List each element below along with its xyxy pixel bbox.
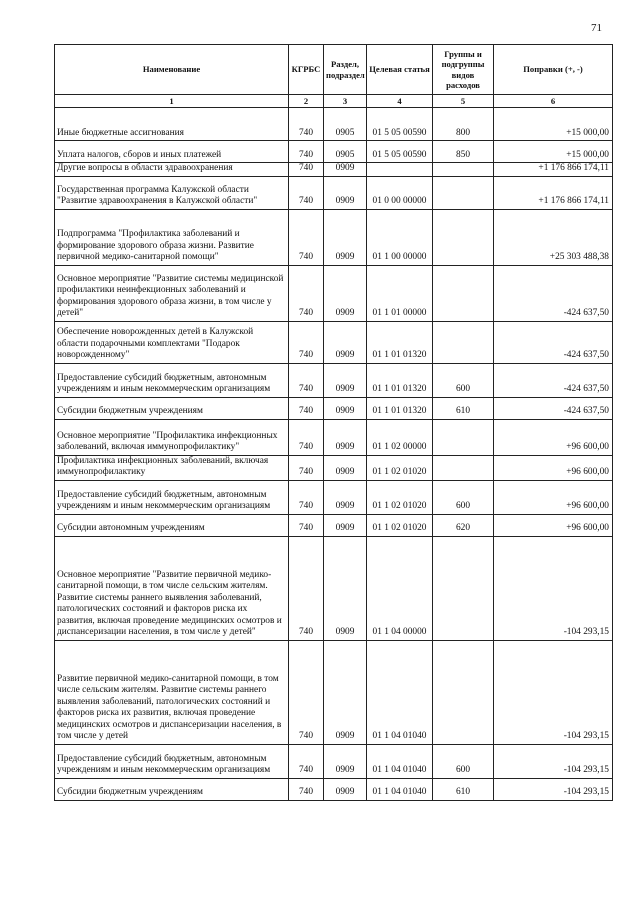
row-amendment-amount: -424 637,50 [494, 321, 613, 363]
table-row [55, 778, 613, 800]
row-amendment-amount: +96 600,00 [494, 514, 613, 536]
table-row [55, 455, 613, 480]
row-name: Профилактика инфекционных заболеваний, включая иммунопрофилактику [55, 455, 289, 480]
table-row [55, 744, 613, 778]
row-name: Обеспечение новорожденных детей в Калужской области подарочными комплектами "Подарок новорожденному" [55, 321, 289, 363]
table-row [55, 108, 613, 141]
row-expense-group [433, 640, 494, 744]
row-expense-group [433, 163, 494, 177]
column-number-row [55, 95, 613, 108]
row-section: 0909 [324, 455, 367, 480]
row-expense-group: 800 [433, 108, 494, 141]
table-row [55, 480, 613, 514]
row-name: Субсидии бюджетным учреждениям [55, 397, 289, 419]
row-expense-group [433, 176, 494, 209]
row-target-article [367, 163, 433, 177]
row-amendment-amount: +15 000,00 [494, 108, 613, 141]
header-row [55, 45, 613, 95]
row-name: Иные бюджетные ассигнования [55, 108, 289, 141]
row-target-article: 01 1 02 01020 [367, 514, 433, 536]
row-name: Развитие первичной медико-санитарной помощи, в том числе сельским жителям. Развитие системы раннего выявления заболеваний, патологических состояний и факторов риска их развития, включая проведение медицинских осмотров и диспансеризации населения, в том числе у детей [55, 640, 289, 744]
row-kgrbs: 740 [289, 163, 324, 177]
row-expense-group [433, 321, 494, 363]
row-expense-group [433, 455, 494, 480]
row-name: Субсидии бюджетным учреждениям [55, 778, 289, 800]
row-target-article: 01 1 04 00000 [367, 536, 433, 640]
row-kgrbs: 740 [289, 455, 324, 480]
row-amendment-amount: -104 293,15 [494, 778, 613, 800]
row-name: Государственная программа Калужской области "Развитие здравоохранения в Калужской области" [55, 176, 289, 209]
row-kgrbs: 740 [289, 744, 324, 778]
header-section: Раздел, подраздел [324, 45, 367, 95]
table-row [55, 176, 613, 209]
column-number: 1 [55, 95, 289, 108]
row-amendment-amount: +15 000,00 [494, 141, 613, 163]
row-section: 0909 [324, 209, 367, 265]
row-target-article: 01 1 02 00000 [367, 419, 433, 455]
row-expense-group: 850 [433, 141, 494, 163]
header-kgrbs: КГРБС [289, 45, 324, 95]
row-section: 0909 [324, 536, 367, 640]
row-kgrbs: 740 [289, 141, 324, 163]
row-kgrbs: 740 [289, 397, 324, 419]
row-section: 0909 [324, 321, 367, 363]
row-target-article: 01 5 05 00590 [367, 141, 433, 163]
budget-table [54, 44, 613, 801]
column-number: 3 [324, 95, 367, 108]
row-amendment-amount: +96 600,00 [494, 419, 613, 455]
row-kgrbs: 740 [289, 640, 324, 744]
header-name: Наименование [55, 45, 289, 95]
column-number: 5 [433, 95, 494, 108]
row-kgrbs: 740 [289, 209, 324, 265]
row-target-article: 01 1 02 01020 [367, 455, 433, 480]
table-row [55, 265, 613, 321]
page-number: 71 [591, 22, 602, 34]
row-name: Подпрограмма "Профилактика заболеваний и формирование здорового образа жизни. Развитие первичной медико-санитарной помощи" [55, 209, 289, 265]
row-section: 0905 [324, 108, 367, 141]
header-amendments: Поправки (+, -) [494, 45, 613, 95]
row-amendment-amount: -104 293,15 [494, 744, 613, 778]
row-kgrbs: 740 [289, 321, 324, 363]
row-name: Предоставление субсидий бюджетным, автономным учреждениям и иным некоммерческим организациям [55, 363, 289, 397]
row-target-article: 01 1 04 01040 [367, 744, 433, 778]
row-section: 0909 [324, 265, 367, 321]
row-kgrbs: 740 [289, 536, 324, 640]
table-row [55, 397, 613, 419]
table-row [55, 163, 613, 177]
row-expense-group: 600 [433, 363, 494, 397]
row-expense-group: 610 [433, 778, 494, 800]
row-name: Уплата налогов, сборов и иных платежей [55, 141, 289, 163]
row-section: 0909 [324, 163, 367, 177]
table-row [55, 536, 613, 640]
row-kgrbs: 740 [289, 419, 324, 455]
row-kgrbs: 740 [289, 265, 324, 321]
row-kgrbs: 740 [289, 778, 324, 800]
row-expense-group: 600 [433, 744, 494, 778]
row-expense-group [433, 419, 494, 455]
row-amendment-amount: +25 303 488,38 [494, 209, 613, 265]
header-groups: Группы и подгруппы видов расходов [433, 45, 494, 95]
row-section: 0909 [324, 176, 367, 209]
row-name: Основное мероприятие "Развитие системы медицинской профилактики неинфекционных заболеваний и формирования здорового образа жизни, в том числе у детей" [55, 265, 289, 321]
row-amendment-amount: -104 293,15 [494, 536, 613, 640]
row-section: 0909 [324, 363, 367, 397]
row-expense-group [433, 536, 494, 640]
table-row [55, 640, 613, 744]
row-name: Основное мероприятие "Профилактика инфекционных заболеваний, включая иммунопрофилактику" [55, 419, 289, 455]
row-name: Основное мероприятие "Развитие первичной медико-санитарной помощи, в том числе сельским жителям. Развитие системы раннего выявления заболеваний, патологических состояний и факторов риска их развития, включая проведение медицинских осмотров и диспансеризации населения, в том числе у детей" [55, 536, 289, 640]
row-expense-group: 610 [433, 397, 494, 419]
table-row [55, 209, 613, 265]
table-row [55, 419, 613, 455]
row-name: Предоставление субсидий бюджетным, автономным учреждениям и иным некоммерческим организациям [55, 480, 289, 514]
row-section: 0909 [324, 397, 367, 419]
row-amendment-amount: -424 637,50 [494, 265, 613, 321]
row-amendment-amount: +96 600,00 [494, 480, 613, 514]
table-row [55, 514, 613, 536]
row-target-article: 01 1 04 01040 [367, 778, 433, 800]
header-target: Целевая статья [367, 45, 433, 95]
row-target-article: 01 0 00 00000 [367, 176, 433, 209]
row-name: Предоставление субсидий бюджетным, автономным учреждениям и иным некоммерческим организациям [55, 744, 289, 778]
row-section: 0909 [324, 419, 367, 455]
table-row [55, 363, 613, 397]
row-kgrbs: 740 [289, 176, 324, 209]
row-section: 0909 [324, 744, 367, 778]
row-target-article: 01 5 05 00590 [367, 108, 433, 141]
row-section: 0909 [324, 640, 367, 744]
row-target-article: 01 1 01 01320 [367, 321, 433, 363]
row-kgrbs: 740 [289, 480, 324, 514]
row-expense-group: 620 [433, 514, 494, 536]
row-name: Субсидии автономным учреждениям [55, 514, 289, 536]
column-number: 6 [494, 95, 613, 108]
row-target-article: 01 1 02 01020 [367, 480, 433, 514]
row-kgrbs: 740 [289, 514, 324, 536]
column-number: 2 [289, 95, 324, 108]
row-kgrbs: 740 [289, 108, 324, 141]
row-expense-group [433, 265, 494, 321]
row-name: Другие вопросы в области здравоохранения [55, 163, 289, 177]
table-row [55, 141, 613, 163]
column-number: 4 [367, 95, 433, 108]
row-section: 0909 [324, 480, 367, 514]
row-amendment-amount: -424 637,50 [494, 363, 613, 397]
row-amendment-amount: -424 637,50 [494, 397, 613, 419]
row-expense-group [433, 209, 494, 265]
row-amendment-amount: +1 176 866 174,11 [494, 176, 613, 209]
row-target-article: 01 1 04 01040 [367, 640, 433, 744]
row-section: 0909 [324, 514, 367, 536]
row-target-article: 01 1 00 00000 [367, 209, 433, 265]
table-row [55, 321, 613, 363]
row-target-article: 01 1 01 01320 [367, 363, 433, 397]
row-target-article: 01 1 01 00000 [367, 265, 433, 321]
row-kgrbs: 740 [289, 363, 324, 397]
row-target-article: 01 1 01 01320 [367, 397, 433, 419]
row-expense-group: 600 [433, 480, 494, 514]
row-amendment-amount: -104 293,15 [494, 640, 613, 744]
row-section: 0909 [324, 778, 367, 800]
row-amendment-amount: +96 600,00 [494, 455, 613, 480]
row-section: 0905 [324, 141, 367, 163]
row-amendment-amount: +1 176 866 174,11 [494, 163, 613, 177]
